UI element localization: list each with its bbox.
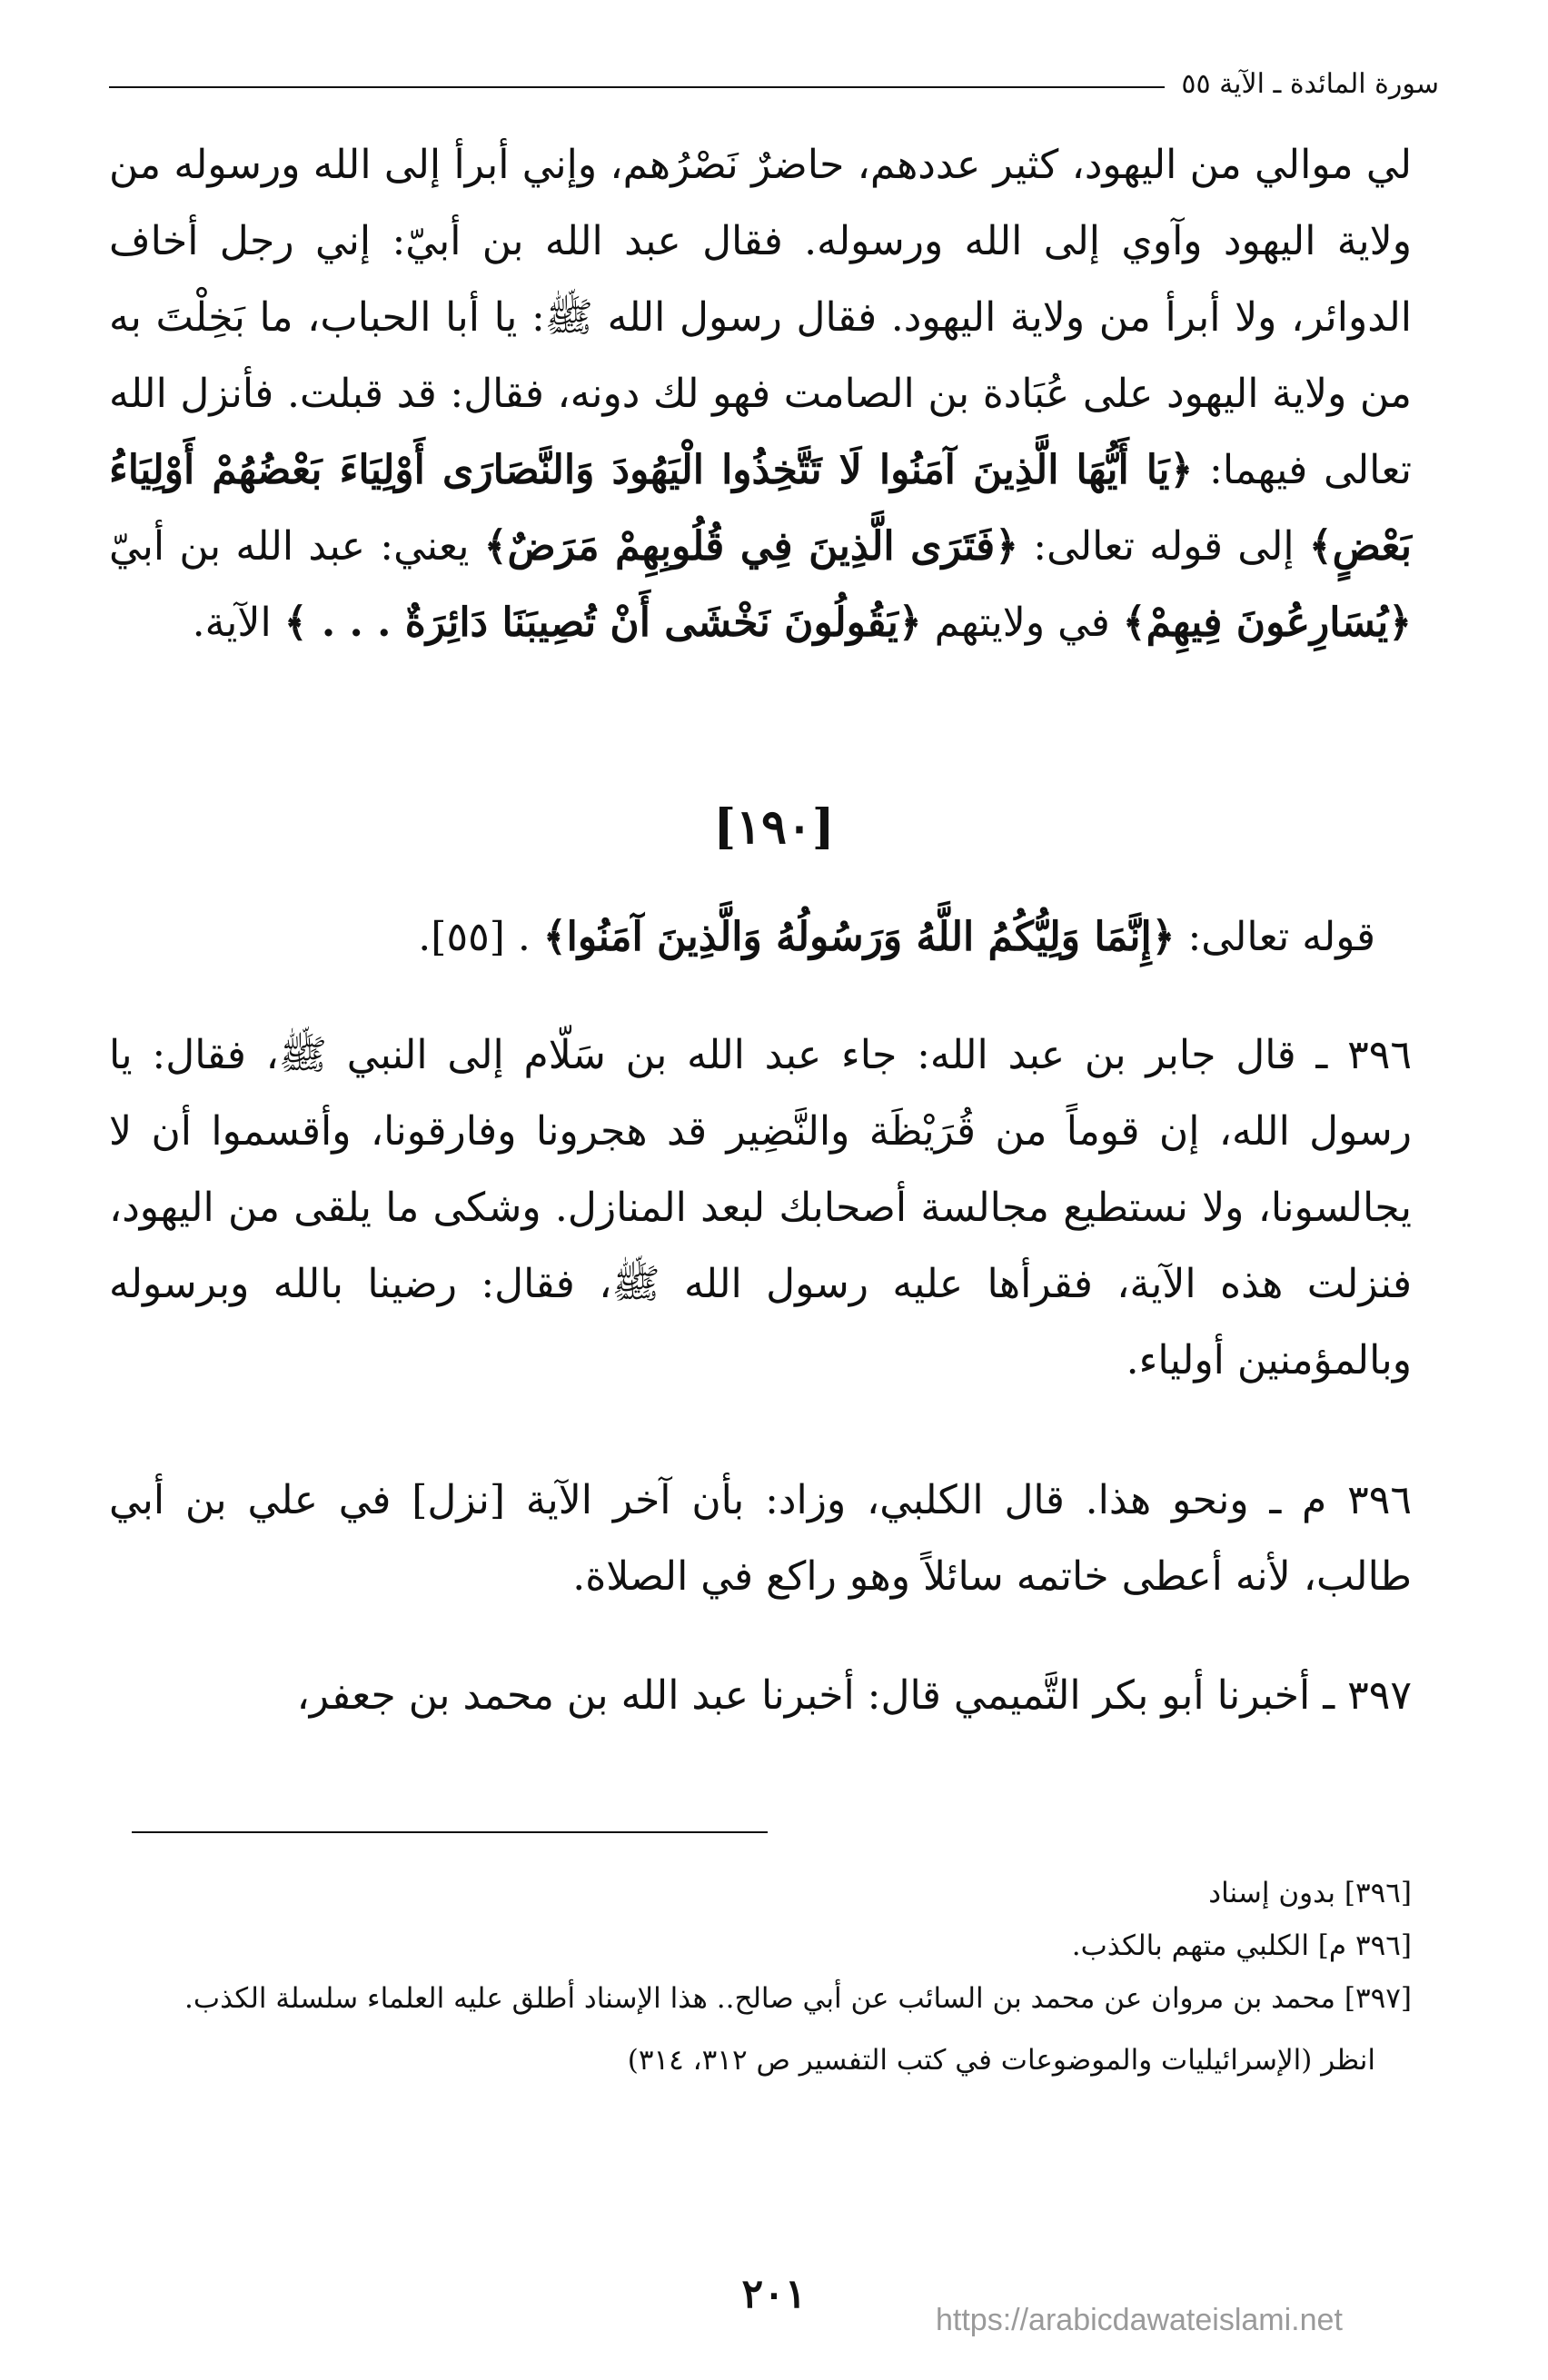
quran-quote-4: ﴿يَقُولُونَ نَخْشَى أَنْ تُصِيبَنَا دَائِرَةٌ . . . ﴾ xyxy=(283,600,922,646)
quran-quote-3: ﴿يُسَارِعُونَ فِيهِمْ﴾ xyxy=(1122,600,1412,646)
entry-396: ٣٩٦ ـ قال جابر بن عبد الله: جاء عبد الله بن سَلّام إلى النبي ﷺ، فقال: يا رسول الله، إن قوماً من قُرَيْظَة والنَّضِير قد هجرونا وفارقونا، وأقسموا أن لا يجالسونا، ولا نستطيع مجالسة أصحابك لبعد المنازل. وشكى ما يلقى من اليهود، فنزلت هذه الآية، فقرأها عليه رسول الله ﷺ، فقال: رضينا بالله وبرسوله وبالمؤمنين أولياء. xyxy=(109,1032,1412,1383)
quran-quote-1: ﴿يَا أَيُّهَا الَّذِينَ آمَنُوا لَا تَتَّخِذُوا الْيَهُودَ وَالنَّصَارَى أَوْلِيَاءَ بَعْضُهُمْ أَوْلِيَاءُ بَعْضٍ﴾ xyxy=(109,447,1412,570)
verse-intro: قوله تعالى: xyxy=(1187,914,1375,960)
intro-text-5: الآية. xyxy=(192,600,272,646)
footnote-396m: [٣٩٦ م] الكلبي متهم بالكذب. xyxy=(1071,1929,1412,1962)
intro-text-1: لي موالي من اليهود، كثير عددهم، حاضرٌ نَصْرُهم، وإني أبرأ إلى الله ورسوله من ولاية اليهود وآوي إلى الله ورسوله. فقال عبد الله بن أبيّ: إني رجل أخاف الدوائر، ولا أبرأ من ولاية اليهود. فقال رسول الله ﷺ: يا أبا الحباب، ما بَخِلْتَ به من ولاية اليهود على عُبَادة بن الصامت فهو لك دونه، فقال: قد قبلت. فأنزل الله تعالى فيهما: xyxy=(109,142,1412,493)
page-number: ٢٠١ xyxy=(741,2271,807,2317)
footnotes xyxy=(109,1867,1412,2087)
intro-text-2: إلى قوله تعالى: xyxy=(1033,523,1295,570)
footnote-396: [٣٩٦] بدون إسناد xyxy=(1208,1877,1412,1909)
watermark-url: https://arabicdawateislami.net xyxy=(936,2303,1343,2337)
entry-397: ٣٩٧ ـ أخبرنا أبو بكر التَّميمي قال: أخبرنا عبد الله بن محمد بن جعفر، xyxy=(296,1672,1412,1719)
intro-text-4: في ولايتهم xyxy=(934,600,1110,646)
intro-paragraph xyxy=(109,127,1412,661)
verse-quote: ﴿إِنَّمَا وَلِيُّكُمُ اللَّهُ وَرَسُولُهُ وَالَّذِينَ آمَنُوا﴾ xyxy=(542,914,1176,960)
footnote-397: [٣٩٧] محمد بن مروان عن محمد بن السائب عن أبي صالح.. هذا الإسناد أطلق عليه العلماء سلسلة الكذب. xyxy=(184,1982,1412,2015)
footnote-reference: انظر (الإسرائيليات والموضوعات في كتب التفسير ص ٣١٢، ٣١٤) xyxy=(627,2044,1375,2077)
section-number: [١٩٠] xyxy=(713,799,835,855)
footnote-divider xyxy=(132,1831,768,1833)
header-rule xyxy=(109,86,1165,88)
entry-396m: ٣٩٦ م ـ ونحو هذا. قال الكلبي، وزاد: بأن آخر الآية [نزل] في علي بن أبي طالب، لأنه أعطى خاتمه سائلاً وهو راكع في الصلاة. xyxy=(109,1477,1412,1600)
running-header xyxy=(109,56,1439,111)
intro-text-3: يعني: عبد الله بن أبيّ xyxy=(109,523,470,570)
running-header-title: سورة المائدة ـ الآية ٥٥ xyxy=(1181,67,1439,100)
verse-heading xyxy=(109,899,1412,976)
quran-quote-2: ﴿فَتَرَى الَّذِينَ فِي قُلُوبِهِمْ مَرَضٌ﴾ xyxy=(483,523,1018,570)
verse-reference: . [٥٥]. xyxy=(418,914,531,960)
